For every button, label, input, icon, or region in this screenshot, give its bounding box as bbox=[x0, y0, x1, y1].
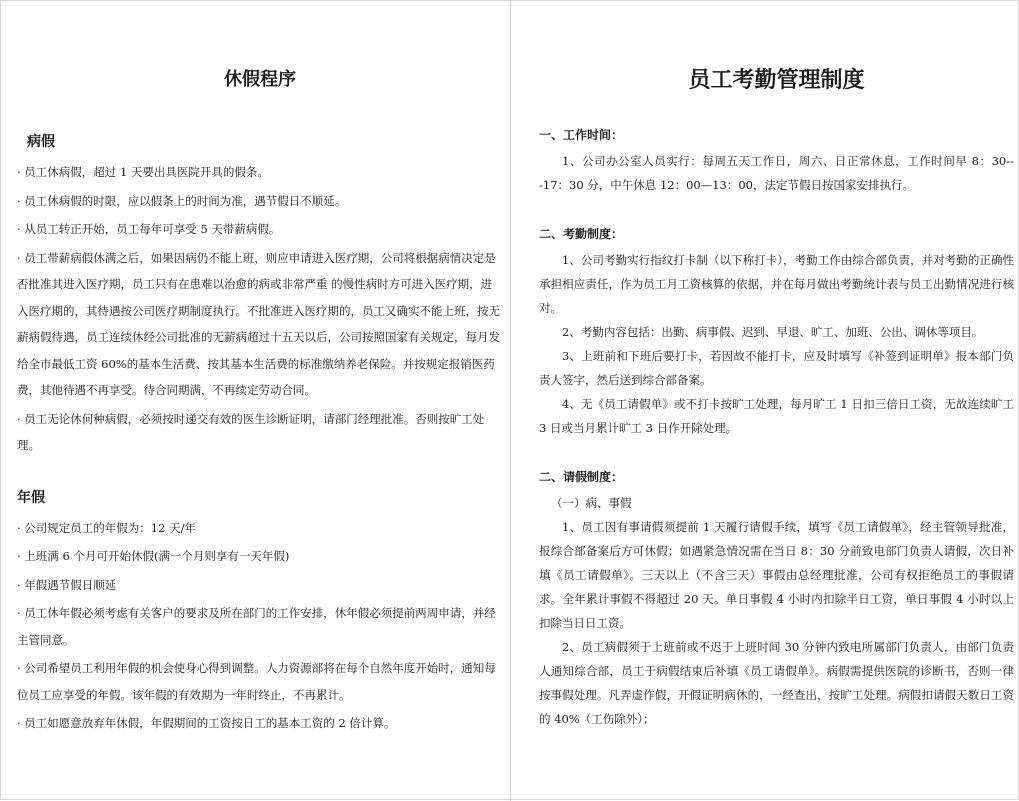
right-page-title: 员工考勤管理制度 bbox=[688, 68, 865, 93]
annual-leave-item: · 公司希望员工利用年假的机会使身心得到调整。人力资源部将在每个自然年度开始时，通知每位员工应享受的年假。该年假的有效期为一年时终止，不再累计。 bbox=[17, 661, 496, 702]
leave-item: 1、员工因有事请假须提前 1 天履行请假手续，填写《员工请假单》，经主管领导批准，报综合部备案后方可休假；如遇紧急情况需在当日 8：30 分前致电部门负责人请假，次日补填《员工请假单》。三天以上（不含三天）事假由总经理批准，公司有权拒绝员工的事假请求。全年累计事假不得超过 20 天。单日事假 4 小时内扣除半日工资，单日事假 4 小时以上扣除当日日工资。 bbox=[539, 520, 1014, 630]
sick-leave-item: · 从员工转正开始，员工每年可享受 5 天带薪病假。 bbox=[17, 222, 281, 236]
annual-leave-item: · 年假遇节假日顺延 bbox=[17, 577, 117, 592]
annual-leave-heading: 年假 bbox=[17, 489, 45, 506]
sick-leave-item: · 员工无论休何种病假，必须按时递交有效的医生诊断证明，请部门经理批准。否则按旷工处理。 bbox=[17, 411, 485, 452]
work-time-item: 1、公司办公室人员实行：每周五天工作日，周六、日正常休息，工作时间早 8：30---17：30 分，中午休息 12：00—13：00，法定节假日按国家安排执行。 bbox=[539, 154, 1014, 192]
annual-leave-item: · 公司规定员工的年假为：12 天/年 bbox=[17, 520, 196, 535]
leave-heading: 二、请假制度： bbox=[539, 470, 624, 484]
left-page-title: 休假程序 bbox=[224, 69, 296, 90]
attendance-item: 4、无《员工请假单》或不打卡按旷工处理，每月旷工 1 日扣三倍日工资，无故连续旷工 3 日或当月累计旷工 3 日作开除处理。 bbox=[539, 397, 1014, 435]
annual-leave-item: · 员工如愿意放弃年休假，年假期间的工资按日工的基本工资的 2 倍计算。 bbox=[17, 716, 396, 730]
attendance-heading: 二、考勤制度： bbox=[539, 227, 624, 241]
sick-leave-item: · 员工休病假，超过 1 天要出具医院开具的假条。 bbox=[17, 165, 269, 179]
left-page bbox=[1, 1, 511, 801]
attendance-item: 1、公司考勤实行指纹打卡制（以下称打卡），考勤工作由综合部负责，并对考勤的正确性承担相应责任，作为员工月工资核算的依据，并在每月做出考勤统计表与员工出勤情况进行核对。 bbox=[539, 253, 1014, 315]
attendance-item: 2、考勤内容包括：出勤、病事假、迟到、早退、旷工、加班、公出、调休等项目。 bbox=[562, 325, 984, 339]
attendance-item: 3、上班前和下班后要打卡，若因故不能打卡，应及时填写《补签到证明单》报本部门负责人签字，然后送到综合部备案。 bbox=[539, 349, 1014, 387]
right-page bbox=[511, 1, 1019, 801]
work-time-heading: 一、工作时间： bbox=[539, 128, 624, 142]
annual-leave-item: · 上班满 6 个月可开始休假(满一个月则享有一天年假) bbox=[17, 549, 290, 563]
sick-leave-item: · 员工休病假的时限，应以假条上的时间为准，遇节假日不顺延。 bbox=[17, 193, 347, 208]
leave-item: 2、员工病假须于上班前或不迟于上班时间 30 分钟内致电所属部门负责人，由部门负责人通知综合部，员工于病假结束后补填《员工请假单》。病假需提供医院的诊断书，否则一律按事假处理。凡弄虚作假，开假证明病休的，一经查出，按旷工处理。病假扣请假天数日工资的 40%（工伤除外）； bbox=[539, 640, 1014, 726]
sick-leave-heading: 病假 bbox=[27, 134, 55, 150]
annual-leave-item: · 员工休年假必须考虑有关客户的要求及所在部门的工作安排，休年假必须提前两周申请，并经主管同意。 bbox=[17, 606, 496, 647]
leave-subheading: （一）病、事假 bbox=[551, 496, 632, 510]
sick-leave-item: · 员工带薪病假休满之后，如果因病仍不能上班，则应申请进入医疗期，公司将根据病情决定是否批准其进入医疗期，员工只有在患难以治愈的病或非常严重 的慢性病时方可进入医疗期，进入医疗期的，其待遇按公司医疗期制度执行。不批准进入医疗期的，员工又确实不能上班，按无薪病假待遇，员工连续休经公司批准的无薪病超过十五天以后，公司按照国家有关规定，每月发给全市最低工资 60%的基本生活费、按其基本生活费的标准缴纳养老保险。并按规定报销医药费，其他待遇不再享受。待合同期满，不再续定劳动合同。 bbox=[17, 250, 500, 397]
